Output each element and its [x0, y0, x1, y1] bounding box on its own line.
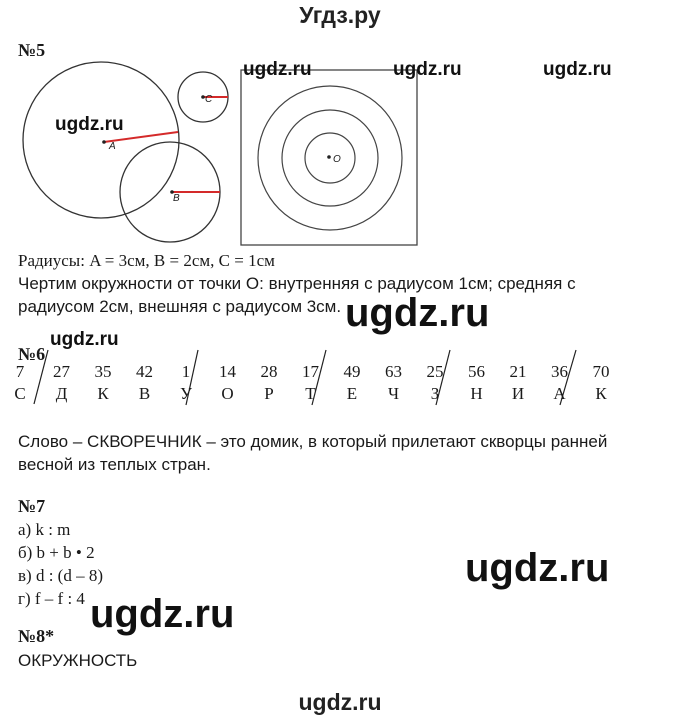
- watermark-left-1: ugdz.ru: [55, 114, 124, 135]
- cipher-letter: Ч: [387, 384, 400, 403]
- watermark-big-2: ugdz.ru: [465, 546, 610, 590]
- cipher-number: 25: [426, 362, 444, 381]
- cipher-letter: К: [97, 384, 109, 403]
- watermark-big-1: ugdz.ru: [345, 291, 490, 335]
- task8-heading: №8*: [18, 626, 55, 646]
- circle-a: [23, 62, 179, 218]
- site-title: Угдз.ру: [299, 2, 381, 28]
- task7-item-d: г) f – f : 4: [18, 589, 85, 608]
- watermark-top-2: ugdz.ru: [393, 59, 462, 80]
- cipher-number: 14: [219, 362, 236, 381]
- cipher-number: 28: [260, 362, 278, 381]
- center-o: [327, 155, 331, 159]
- cipher-letter: Т: [305, 384, 316, 403]
- cipher-letter: Д: [55, 384, 68, 403]
- cipher-letter: У: [179, 384, 193, 403]
- task7-item-a: а) k : m: [18, 520, 71, 539]
- watermark-big-3: ugdz.ru: [90, 592, 235, 636]
- task6-sentence-line1: Слово – СКВОРЕЧНИК – это домик, в который прилетают скворцы ранней: [18, 432, 608, 451]
- cipher-number: 7: [15, 362, 25, 381]
- watermark-top-1: ugdz.ru: [243, 59, 312, 80]
- cipher-number: 21: [509, 362, 527, 381]
- cipher-letter: Е: [346, 384, 358, 403]
- cipher-letter: З: [430, 384, 440, 403]
- center-a: [102, 140, 106, 144]
- label-a: A: [109, 141, 116, 152]
- cipher-letter: Р: [264, 384, 274, 403]
- task5-desc-line1: Чертим окружности от точки O: внутренняя с радиусом 1см; средняя с: [18, 274, 576, 293]
- cipher-letter: В: [138, 384, 151, 403]
- watermark-left-2: ugdz.ru: [50, 329, 119, 350]
- task7-heading: №7: [18, 496, 46, 516]
- cipher-number: 36: [551, 362, 568, 381]
- cipher-letter: Н: [470, 384, 483, 403]
- cipher-number: 63: [385, 362, 402, 381]
- task7-item-b: б) b + b • 2: [18, 543, 95, 562]
- cipher-letter: И: [511, 384, 525, 403]
- label-b: B: [173, 193, 180, 204]
- cipher-letter: О: [221, 384, 234, 403]
- footer-title: ugdz.ru: [298, 689, 382, 715]
- task5-heading: №5: [18, 40, 46, 60]
- task7-item-c: в) d : (d – 8): [18, 566, 103, 585]
- task8-answer: ОКРУЖНОСТЬ: [18, 651, 138, 670]
- cipher-number: 42: [136, 362, 153, 381]
- cipher-number: 27: [53, 362, 70, 381]
- task5-desc-line2: радиусом 2см, внешняя с радиусом 3см.: [18, 297, 342, 316]
- task6-sentence-line2: весной из теплых стран.: [18, 455, 211, 474]
- cipher-letter: К: [595, 384, 607, 403]
- watermark-top-3: ugdz.ru: [543, 59, 612, 80]
- cipher-letter: А: [553, 384, 566, 403]
- task5-radii: Радиусы: A = 3см, B = 2см, C = 1см: [18, 251, 275, 270]
- label-c: C: [205, 94, 213, 105]
- label-o: O: [333, 154, 341, 165]
- cipher-letter: С: [14, 384, 26, 403]
- task6-heading: №6: [18, 344, 46, 364]
- cipher-number: 70: [592, 362, 610, 381]
- cipher-number: 49: [343, 362, 361, 381]
- cipher-number: 35: [94, 362, 112, 381]
- cipher-number: 56: [468, 362, 485, 381]
- cipher-number: 17: [302, 362, 319, 381]
- cipher-number: 1: [181, 362, 191, 381]
